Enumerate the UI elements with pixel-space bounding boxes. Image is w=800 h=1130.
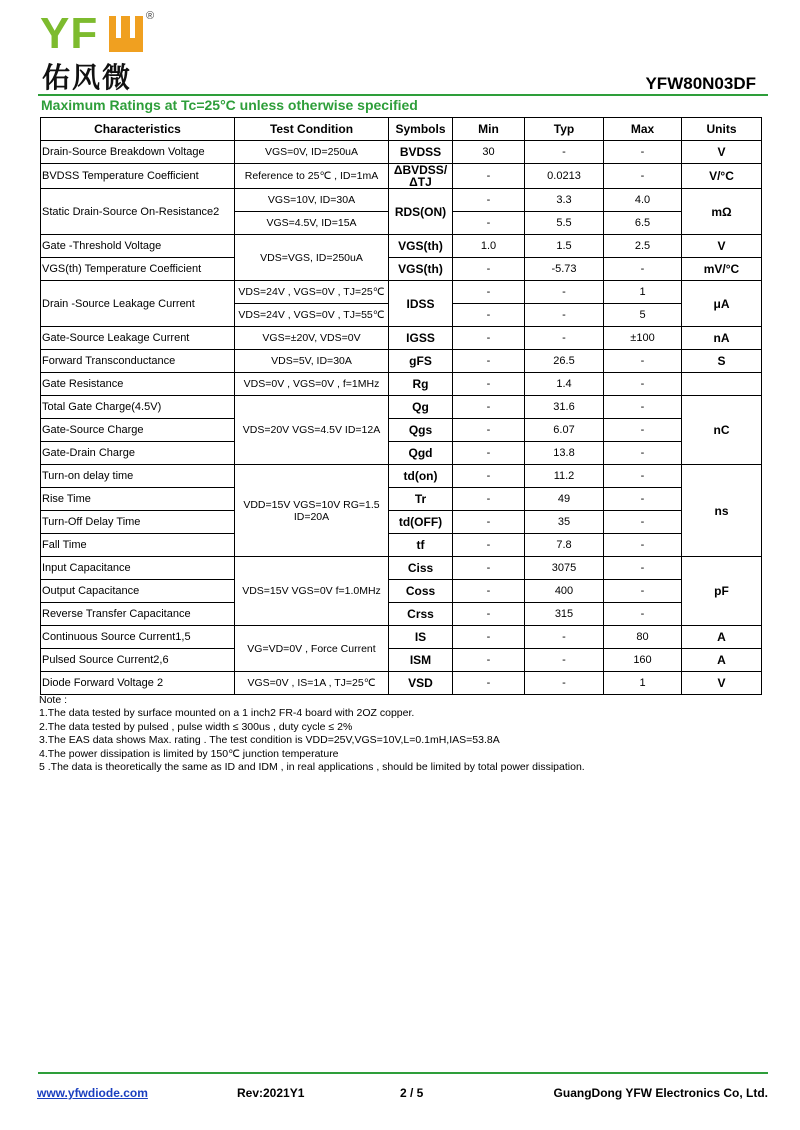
max-cell: 160 — [604, 649, 682, 672]
notes-block — [39, 694, 585, 774]
unit-cell: A — [682, 626, 762, 649]
min-cell: - — [453, 281, 525, 304]
min-cell: - — [453, 626, 525, 649]
min-cell: - — [453, 465, 525, 488]
note-item: 1.The data tested by surface mounted on a 1 inch2 FR-4 board with 2OZ copper. — [39, 707, 415, 720]
cond-cell: VGS=0V , IS=1A , TJ=25℃ — [235, 672, 389, 695]
char-cell: Turn-Off Delay Time — [41, 511, 235, 534]
cond-cell: VGS=0V, ID=250uA — [235, 141, 389, 164]
symbol-cell: VGS(th) — [389, 258, 453, 281]
max-cell: - — [604, 373, 682, 396]
table-row — [41, 488, 762, 511]
table-row — [41, 442, 762, 465]
unit-cell: μA — [682, 281, 762, 327]
max-cell: - — [604, 488, 682, 511]
table-row — [41, 534, 762, 557]
symbol-cell: VGS(th) — [389, 235, 453, 258]
min-cell: 30 — [453, 141, 525, 164]
max-cell: 4.0 — [604, 189, 682, 212]
part-number: YFW80N03DF — [645, 74, 756, 93]
typ-cell: 26.5 — [525, 350, 604, 373]
header-max: Max — [604, 118, 682, 141]
typ-cell: - — [525, 141, 604, 164]
cond-cell: Reference to 25℃ , ID=1mA — [235, 164, 389, 189]
header-min: Min — [453, 118, 525, 141]
note-item: 2.The data tested by pulsed , pulse width ≤ 300us , duty cycle ≤ 2% — [39, 720, 353, 733]
symbol-cell: IDSS — [389, 281, 453, 327]
typ-cell: 11.2 — [525, 465, 604, 488]
table-row — [41, 258, 762, 281]
typ-cell: 400 — [525, 580, 604, 603]
table-row — [41, 626, 762, 649]
max-cell: - — [604, 141, 682, 164]
unit-cell: mV/°C — [682, 258, 762, 281]
char-cell: Fall Time — [41, 534, 235, 557]
char-cell: Gate-Drain Charge — [41, 442, 235, 465]
cond-cell: VGS=10V, ID=30A — [235, 189, 389, 212]
max-cell: 5 — [604, 304, 682, 327]
header-units: Units — [682, 118, 762, 141]
typ-cell: - — [525, 626, 604, 649]
symbol-cell: Qgs — [389, 419, 453, 442]
min-cell: - — [453, 672, 525, 695]
max-cell: 6.5 — [604, 212, 682, 235]
min-cell: - — [453, 327, 525, 350]
unit-cell: V — [682, 672, 762, 695]
table-row — [41, 511, 762, 534]
unit-cell: ns — [682, 465, 762, 557]
char-cell: Forward Transconductance — [41, 350, 235, 373]
logo-yf-letters: YF — [40, 9, 99, 58]
char-cell: Pulsed Source Current2,6 — [41, 649, 235, 672]
max-cell: - — [604, 603, 682, 626]
max-cell: ±100 — [604, 327, 682, 350]
char-cell: Gate Resistance — [41, 373, 235, 396]
table-row — [41, 419, 762, 442]
char-cell: Rise Time — [41, 488, 235, 511]
typ-cell: - — [525, 327, 604, 350]
symbol-cell: tf — [389, 534, 453, 557]
max-cell: - — [604, 580, 682, 603]
max-cell: - — [604, 557, 682, 580]
min-cell: - — [453, 304, 525, 327]
unit-cell: A — [682, 649, 762, 672]
company-logo — [40, 9, 200, 94]
symbol-cell: Qgd — [389, 442, 453, 465]
table-row — [41, 580, 762, 603]
table-row — [41, 350, 762, 373]
max-cell: - — [604, 442, 682, 465]
logo-w-mark-icon — [109, 16, 143, 52]
char-cell: Gate-Source Leakage Current — [41, 327, 235, 350]
footer-divider — [38, 1072, 768, 1074]
typ-cell: - — [525, 649, 604, 672]
char-cell: Drain -Source Leakage Current — [41, 281, 235, 327]
min-cell: - — [453, 603, 525, 626]
page-number: 2 / 5 — [400, 1086, 424, 1100]
cond-cell: VDS=VGS, ID=250uA — [235, 235, 389, 281]
symbol-cell: gFS — [389, 350, 453, 373]
typ-cell: 0.0213 — [525, 164, 604, 189]
table-row — [41, 235, 762, 258]
max-cell: 1 — [604, 672, 682, 695]
min-cell: - — [453, 442, 525, 465]
typ-cell: 3075 — [525, 557, 604, 580]
table-row — [41, 672, 762, 695]
unit-cell — [682, 373, 762, 396]
min-cell: - — [453, 258, 525, 281]
notes-title: Note : — [39, 694, 68, 706]
min-cell: - — [453, 212, 525, 235]
cond-cell: VGS=±20V, VDS=0V — [235, 327, 389, 350]
min-cell: - — [453, 189, 525, 212]
symbol-cell: td(on) — [389, 465, 453, 488]
symbol-cell: Qg — [389, 396, 453, 419]
char-cell: Drain-Source Breakdown Voltage — [41, 141, 235, 164]
max-cell: 2.5 — [604, 235, 682, 258]
char-cell: Reverse Transfer Capacitance — [41, 603, 235, 626]
char-cell: Gate -Threshold Voltage — [41, 235, 235, 258]
min-cell: - — [453, 488, 525, 511]
unit-cell: nC — [682, 396, 762, 465]
symbol-cell: BVDSS — [389, 141, 453, 164]
typ-cell: 13.8 — [525, 442, 604, 465]
symbol-cell: IS — [389, 626, 453, 649]
typ-cell: 1.5 — [525, 235, 604, 258]
table-row — [41, 396, 762, 419]
header-typ: Typ — [525, 118, 604, 141]
cond-cell: VGS=4.5V, ID=15A — [235, 212, 389, 235]
electrical-characteristics-table — [40, 117, 762, 695]
min-cell: - — [453, 419, 525, 442]
max-cell: 1 — [604, 281, 682, 304]
typ-cell: 315 — [525, 603, 604, 626]
cond-cell: VDS=5V, ID=30A — [235, 350, 389, 373]
unit-cell: mΩ — [682, 189, 762, 235]
min-cell: - — [453, 534, 525, 557]
cond-cell: VDS=0V , VGS=0V , f=1MHz — [235, 373, 389, 396]
symbol-cell: Rg — [389, 373, 453, 396]
table-row — [41, 465, 762, 488]
symbol-cell: Crss — [389, 603, 453, 626]
char-cell: Total Gate Charge(4.5V) — [41, 396, 235, 419]
symbol-cell: RDS(ON) — [389, 189, 453, 235]
header-test-condition: Test Condition — [235, 118, 389, 141]
cond-cell: VDS=24V , VGS=0V , TJ=25℃ — [235, 281, 389, 304]
char-cell: Turn-on delay time — [41, 465, 235, 488]
unit-cell: V — [682, 141, 762, 164]
table-row — [41, 189, 762, 212]
typ-cell: 49 — [525, 488, 604, 511]
table-row — [41, 649, 762, 672]
max-cell: - — [604, 258, 682, 281]
typ-cell: - — [525, 672, 604, 695]
website-link[interactable]: www.yfwdiode.com — [37, 1086, 148, 1100]
cond-cell: VDS=24V , VGS=0V , TJ=55℃ — [235, 304, 389, 327]
max-cell: 80 — [604, 626, 682, 649]
table-row — [41, 373, 762, 396]
typ-cell: 3.3 — [525, 189, 604, 212]
char-cell: Output Capacitance — [41, 580, 235, 603]
typ-cell: - — [525, 304, 604, 327]
symbol-cell: ΔBVDSS/ΔTJ — [389, 164, 453, 189]
char-cell: Gate-Source Charge — [41, 419, 235, 442]
cond-cell: VDS=20V VGS=4.5V ID=12A — [235, 396, 389, 465]
symbol-cell: Ciss — [389, 557, 453, 580]
cond-cell: VDD=15V VGS=10V RG=1.5 ID=20A — [235, 465, 389, 557]
unit-cell: S — [682, 350, 762, 373]
cond-cell: VG=VD=0V , Force Current — [235, 626, 389, 672]
max-cell: - — [604, 164, 682, 189]
min-cell: 1.0 — [453, 235, 525, 258]
unit-cell: nA — [682, 327, 762, 350]
char-cell: Diode Forward Voltage 2 — [41, 672, 235, 695]
char-cell: VGS(th) Temperature Coefficient — [41, 258, 235, 281]
note-item: 5 .The data is theoretically the same as ID and IDM , in real applications , should be limited by total power dissipation. — [39, 761, 585, 774]
note-item: 4.The power dissipation is limited by 150℃ junction temperature — [39, 747, 339, 760]
min-cell: - — [453, 350, 525, 373]
table-row — [41, 281, 762, 304]
typ-cell: -5.73 — [525, 258, 604, 281]
max-cell: - — [604, 465, 682, 488]
min-cell: - — [453, 649, 525, 672]
header-characteristics: Characteristics — [41, 118, 235, 141]
min-cell: - — [453, 580, 525, 603]
registered-mark: ® — [146, 10, 155, 22]
typ-cell: - — [525, 281, 604, 304]
logo-chinese-name: 佑风微 — [42, 61, 133, 94]
max-cell: - — [604, 419, 682, 442]
symbol-cell: td(OFF) — [389, 511, 453, 534]
table-header-row — [41, 118, 762, 141]
char-cell: Input Capacitance — [41, 557, 235, 580]
typ-cell: 31.6 — [525, 396, 604, 419]
symbol-cell: Coss — [389, 580, 453, 603]
table-row — [41, 557, 762, 580]
typ-cell: 5.5 — [525, 212, 604, 235]
char-cell: Static Drain-Source On-Resistance2 — [41, 189, 235, 235]
unit-cell: V — [682, 235, 762, 258]
table-row — [41, 327, 762, 350]
max-cell: - — [604, 396, 682, 419]
note-item: 3.The EAS data shows Max. rating . The test condition is VDD=25V,VGS=10V,L=0.1mH,IAS=53.8A — [39, 734, 500, 747]
max-cell: - — [604, 511, 682, 534]
unit-cell: V/°C — [682, 164, 762, 189]
typ-cell: 1.4 — [525, 373, 604, 396]
unit-cell: pF — [682, 557, 762, 626]
section-title: Maximum Ratings at Tc=25°C unless otherwise specified — [41, 97, 418, 113]
table-row — [41, 164, 762, 189]
max-cell: - — [604, 350, 682, 373]
typ-cell: 6.07 — [525, 419, 604, 442]
min-cell: - — [453, 164, 525, 189]
header-divider — [38, 94, 768, 96]
header-symbols: Symbols — [389, 118, 453, 141]
typ-cell: 7.8 — [525, 534, 604, 557]
min-cell: - — [453, 373, 525, 396]
min-cell: - — [453, 557, 525, 580]
symbol-cell: Tr — [389, 488, 453, 511]
min-cell: - — [453, 511, 525, 534]
table-row — [41, 141, 762, 164]
min-cell: - — [453, 396, 525, 419]
company-name: GuangDong YFW Electronics Co, Ltd. — [553, 1086, 768, 1100]
table-row — [41, 603, 762, 626]
symbol-cell: ISM — [389, 649, 453, 672]
max-cell: - — [604, 534, 682, 557]
symbol-cell: IGSS — [389, 327, 453, 350]
symbol-cell: VSD — [389, 672, 453, 695]
cond-cell: VDS=15V VGS=0V f=1.0MHz — [235, 557, 389, 626]
typ-cell: 35 — [525, 511, 604, 534]
char-cell: Continuous Source Current1,5 — [41, 626, 235, 649]
char-cell: BVDSS Temperature Coefficient — [41, 164, 235, 189]
revision-label: Rev:2021Y1 — [237, 1086, 305, 1100]
